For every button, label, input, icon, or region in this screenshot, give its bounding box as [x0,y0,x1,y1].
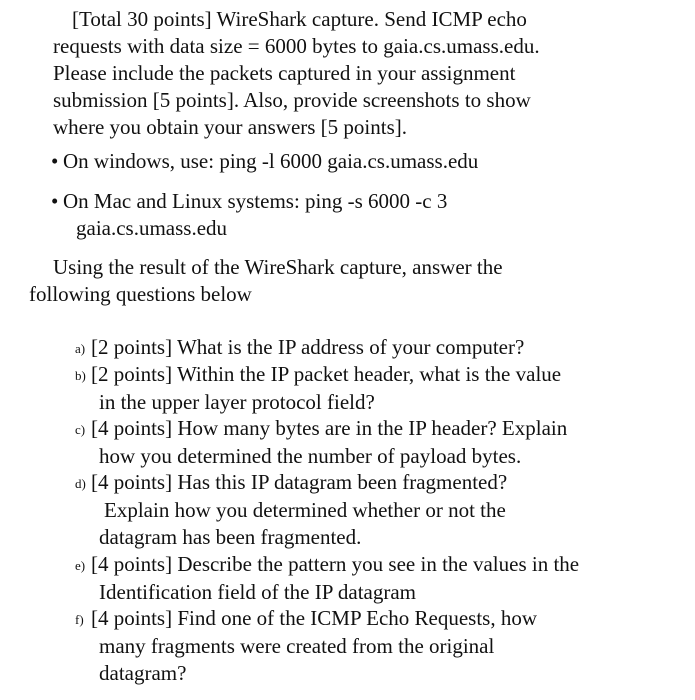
intro-paragraph [53,6,673,141]
question-text: [4 points] Find one of the ICMP Echo Requests, how [91,606,538,630]
question-text: datagram? [99,661,187,685]
question-text: [4 points] How many bytes are in the IP header? Explain [91,416,568,440]
question-text: [2 points] Within the IP packet header, what is the value [91,362,562,386]
question-marker: c) [75,422,86,437]
question-text: how you determined the number of payload bytes. [99,444,522,468]
question-text: [4 points] Has this IP datagram been fragmented? [91,470,508,494]
question-text: [4 points] Describe the pattern you see in the values in the [91,552,580,576]
question-text: Explain how you determined whether or not the [104,498,506,522]
question-a [75,334,675,362]
bullet-mac-linux-text: On Mac and Linux systems: ping -s 6000 -c 3 [63,189,448,213]
bullet-mac-linux [51,188,447,215]
question-c [75,415,675,470]
intro-line: where you obtain your answers [5 points]. [53,115,408,139]
question-text: [2 points] What is the IP address of your computer? [91,335,525,359]
question-text: many fragments were created from the original [99,634,495,658]
question-marker: d) [75,476,86,491]
question-marker: a) [75,341,86,356]
question-f [75,605,675,687]
bullet-windows-text: On windows, use: ping -l 6000 gaia.cs.umass.edu [63,149,479,173]
instructions-line: following questions below [29,282,252,306]
question-text: in the upper layer protocol field? [99,390,375,414]
question-text: Identification field of the IP datagram [99,580,417,604]
intro-line: submission [5 points]. Also, provide screenshots to show [53,88,531,112]
intro-line: Please include the packets captured in your assignment [53,61,516,85]
question-marker: f) [75,612,84,627]
bullet-mac-linux-continuation: gaia.cs.umass.edu [76,216,228,240]
bullet-windows [51,148,478,175]
question-b [75,361,675,416]
intro-line: requests with data size = 6000 bytes to gaia.cs.umass.edu. [53,34,540,58]
question-marker: b) [75,368,86,383]
instructions-line: Using the result of the WireShark capture, answer the [53,255,503,279]
question-text: datagram has been fragmented. [99,525,362,549]
bullet-icon: • [51,149,59,173]
question-e [75,551,675,606]
question-marker: e) [75,558,86,573]
bullet-icon: • [51,189,59,213]
intro-line: [Total 30 points] WireShark capture. Send ICMP echo [72,7,527,31]
question-d [75,469,675,551]
